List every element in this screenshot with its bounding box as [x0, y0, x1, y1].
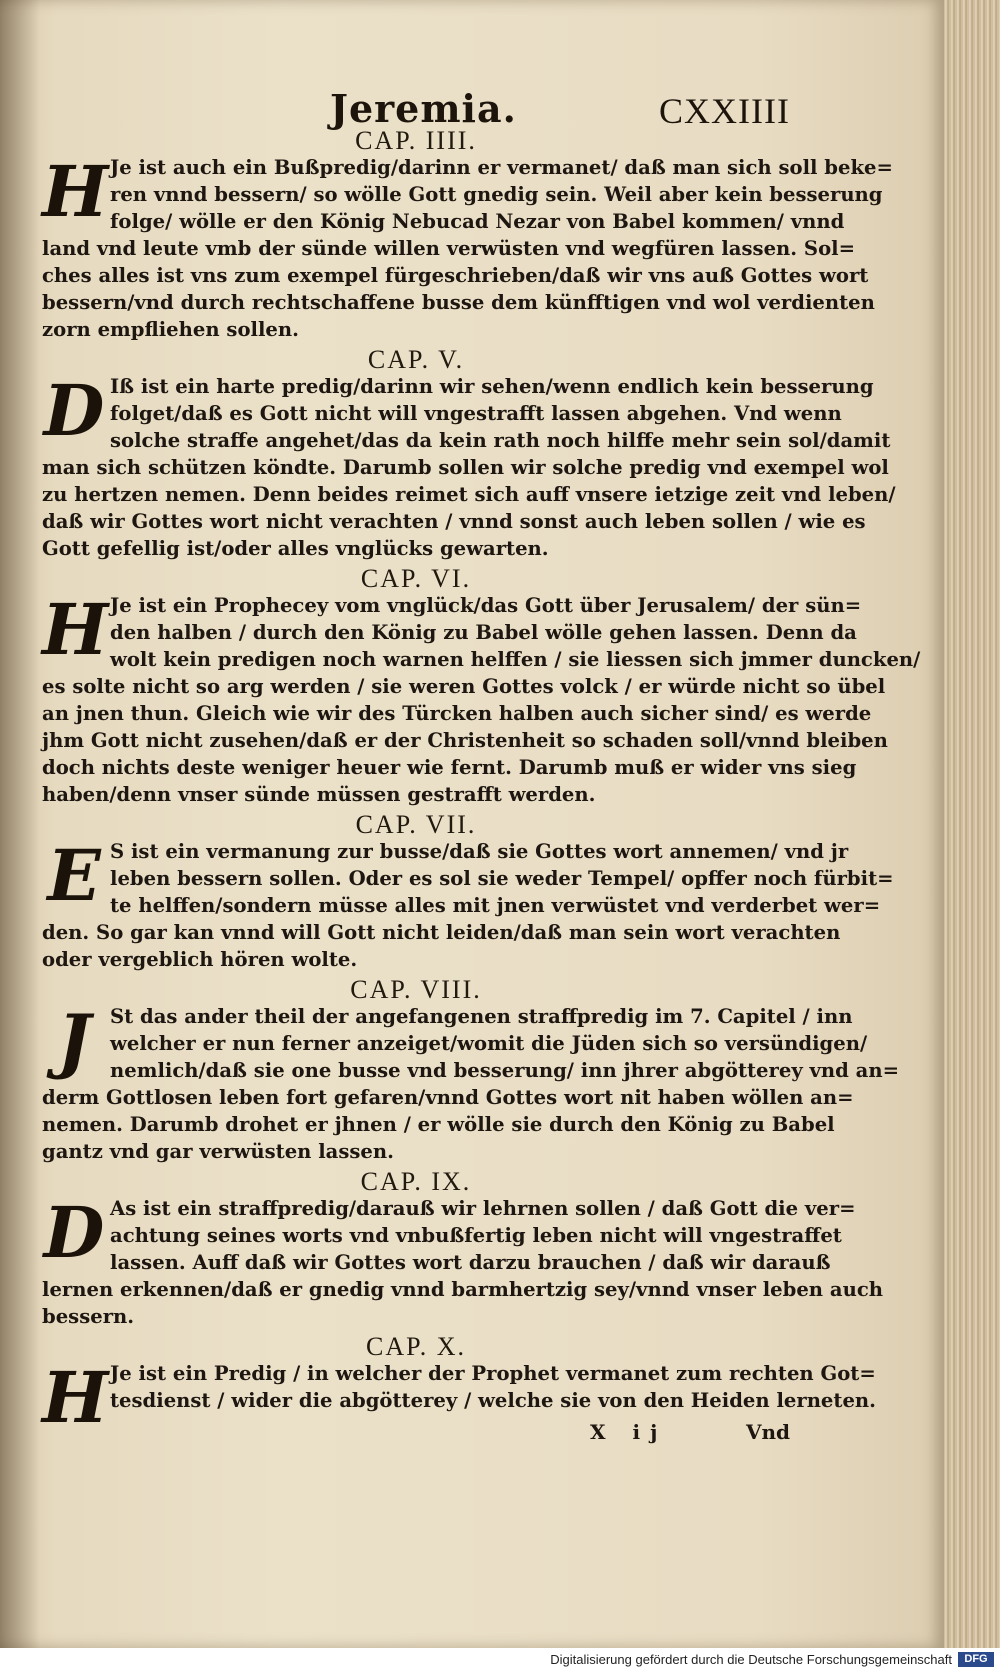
- text-line: derm Gottlosen leben fort gefaren/vnnd Gottes wort nit haben wöllen an=: [42, 1086, 854, 1109]
- page-footer: [42, 1420, 790, 1450]
- drop-capital: H: [42, 588, 109, 671]
- text-line: Je ist ein Predig / in welcher der Prophet vermanet zum rechten Got=: [110, 1362, 876, 1385]
- text-line: man sich schützen köndte. Darumb sollen wir solche predig vnd exempel wol: [42, 456, 889, 479]
- text-line: As ist ein straffpredig/darauß wir lehrnen sollen / daß Gott die ver=: [110, 1197, 856, 1220]
- signature-mark: X ij: [590, 1420, 668, 1444]
- text-line: Iß ist ein harte predig/darinn wir sehen/wenn endlich kein besserung: [110, 375, 874, 398]
- dfg-logo: DFG: [958, 1652, 994, 1667]
- drop-capital: D: [43, 1191, 105, 1274]
- text-line: den halben / durch den König zu Babel wölle gehen lassen. Denn da: [110, 621, 857, 644]
- text-line: S ist ein vermanung zur busse/daß sie Gottes wort annemen/ vnd jr: [110, 840, 849, 863]
- text-line: haben/denn vnser sünde müssen gestrafft werden.: [42, 783, 596, 806]
- text-line: lassen. Auff daß wir Gottes wort darzu brauchen / daß wir darauß: [110, 1251, 831, 1274]
- text-line: jhm Gott nicht zusehen/daß er der Christenheit so schaden soll/vnnd bleiben: [42, 729, 888, 752]
- text-line: den. So gar kan vnnd will Gott nicht leiden/daß man sein wort verachten: [42, 921, 841, 944]
- drop-capital: E: [47, 834, 101, 917]
- chapter-summary: [42, 999, 900, 1165]
- chapter-heading: CAP. VII.: [355, 810, 477, 839]
- drop-capital: H: [42, 150, 109, 233]
- text-line: nemen. Darumb drohet er jhnen / er wölle sie durch den König zu Babel: [42, 1113, 835, 1136]
- text-line: lernen erkennen/daß er gnedig vnnd barmhertzig sey/vnnd vnser leben auch: [42, 1278, 883, 1301]
- drop-capital: J: [57, 999, 91, 1082]
- drop-capital: D: [43, 369, 105, 452]
- text-line: bessern.: [42, 1305, 135, 1328]
- digitization-credit-bar: [0, 1648, 1000, 1671]
- text-line: bessern/vnd durch rechtschaffene busse dem künfftigen vnd wol verdienten: [42, 291, 875, 314]
- text-line: es solte nicht so arg werden / sie weren Gottes volck / er würde nicht so übel: [42, 675, 886, 698]
- chapter-summary: [42, 834, 894, 973]
- credit-text: Digitalisierung gefördert durch die Deutsche Forschungsgemeinschaft: [550, 1652, 952, 1667]
- text-line: folge/ wölle er den König Nebucad Nezar von Babel kommen/ vnnd: [110, 210, 845, 233]
- text-line: daß wir Gottes wort nicht verachten / vnnd sonst auch leben sollen / wie es: [42, 510, 866, 533]
- text-line: welcher er nun ferner anzeiget/womit die Jüden sich so versündigen/: [110, 1032, 868, 1055]
- text-line: Je ist ein Prophecey vom vnglück/das Gott über Jerusalem/ der sün=: [110, 594, 862, 617]
- chapter-summary: [42, 1191, 883, 1330]
- text-line: achtung seines worts vnd vnbußfertig leben nicht will vngestraffet: [110, 1224, 842, 1247]
- chapter-heading: CAP. IX.: [360, 1167, 472, 1196]
- text-line: ches alles ist vns zum exempel fürgeschrieben/daß wir vns auß Gottes wort: [42, 264, 869, 287]
- text-line: tesdienst / wider die abgötterey / welche sie von den Heiden lerneten.: [110, 1389, 876, 1412]
- text-line: oder vergeblich hören wolte.: [42, 948, 358, 971]
- text-line: zorn empfliehen sollen.: [42, 318, 299, 341]
- text-line: gantz vnd gar verwüsten lassen.: [42, 1140, 394, 1163]
- text-line: ren vnnd bessern/ so wölle Gott gnedig sein. Weil aber kein besserung: [110, 183, 883, 206]
- drop-capital: H: [42, 1356, 109, 1439]
- chapter-heading: CAP. VIII.: [350, 975, 482, 1004]
- text-line: doch nichts deste weniger heuer wie fernt. Darumb muß er wider vns sieg: [42, 756, 857, 779]
- text-line: zu hertzen nemen. Denn beides reimet sich auff vnsere ietzige zeit vnd leben/: [42, 483, 896, 506]
- text-line: Gott gefellig ist/oder alles vnglücks gewarten.: [42, 537, 549, 560]
- catchword: Vnd: [745, 1420, 790, 1444]
- chapter-heading: CAP. IIII.: [355, 126, 477, 155]
- folio-number: CXXIIII: [659, 91, 790, 131]
- text-line: solche straffe angehet/das da kein rath noch hilffe mehr sein sol/damit: [110, 429, 891, 452]
- chapter-heading: CAP. V.: [367, 345, 465, 374]
- text-line: an jnen thun. Gleich wie wir des Türcken halben auch sicher sind/ es werde: [42, 702, 872, 725]
- text-line: St das ander theil der angefangenen straffpredig im 7. Capitel / inn: [110, 1005, 853, 1028]
- text-line: wolt kein predigen noch warnen helffen / sie liessen sich jmmer duncken/: [110, 648, 921, 671]
- chapter-heading: CAP. VI.: [360, 564, 472, 593]
- book-page-edges: [935, 0, 1000, 1650]
- chapter-summary: [42, 150, 893, 343]
- chapter-heading: CAP. X.: [366, 1332, 466, 1361]
- text-line: folget/daß es Gott nicht will vngestrafft lassen abgehen. Vnd wenn: [110, 402, 842, 425]
- chapter-summary: [42, 369, 896, 562]
- text-line: Je ist auch ein Bußpredig/darinn er vermanet/ daß man sich soll beke=: [110, 156, 893, 179]
- chapter-summary: [42, 588, 921, 808]
- text-line: nemlich/daß sie one busse vnd besserung/ inn jhrer abgötterey vnd an=: [110, 1059, 900, 1082]
- running-title: Jeremia.: [330, 86, 517, 131]
- text-line: leben bessern sollen. Oder es sol sie weder Tempel/ opffer noch fürbit=: [110, 867, 894, 890]
- text-line: te helffen/sondern müsse alles mit jnen verwüstet vnd verderbet wer=: [110, 894, 881, 917]
- text-block: [42, 126, 921, 1439]
- text-line: land vnd leute vmb der sünde willen verwüsten vnd wegfüren lassen. Sol=: [42, 237, 855, 260]
